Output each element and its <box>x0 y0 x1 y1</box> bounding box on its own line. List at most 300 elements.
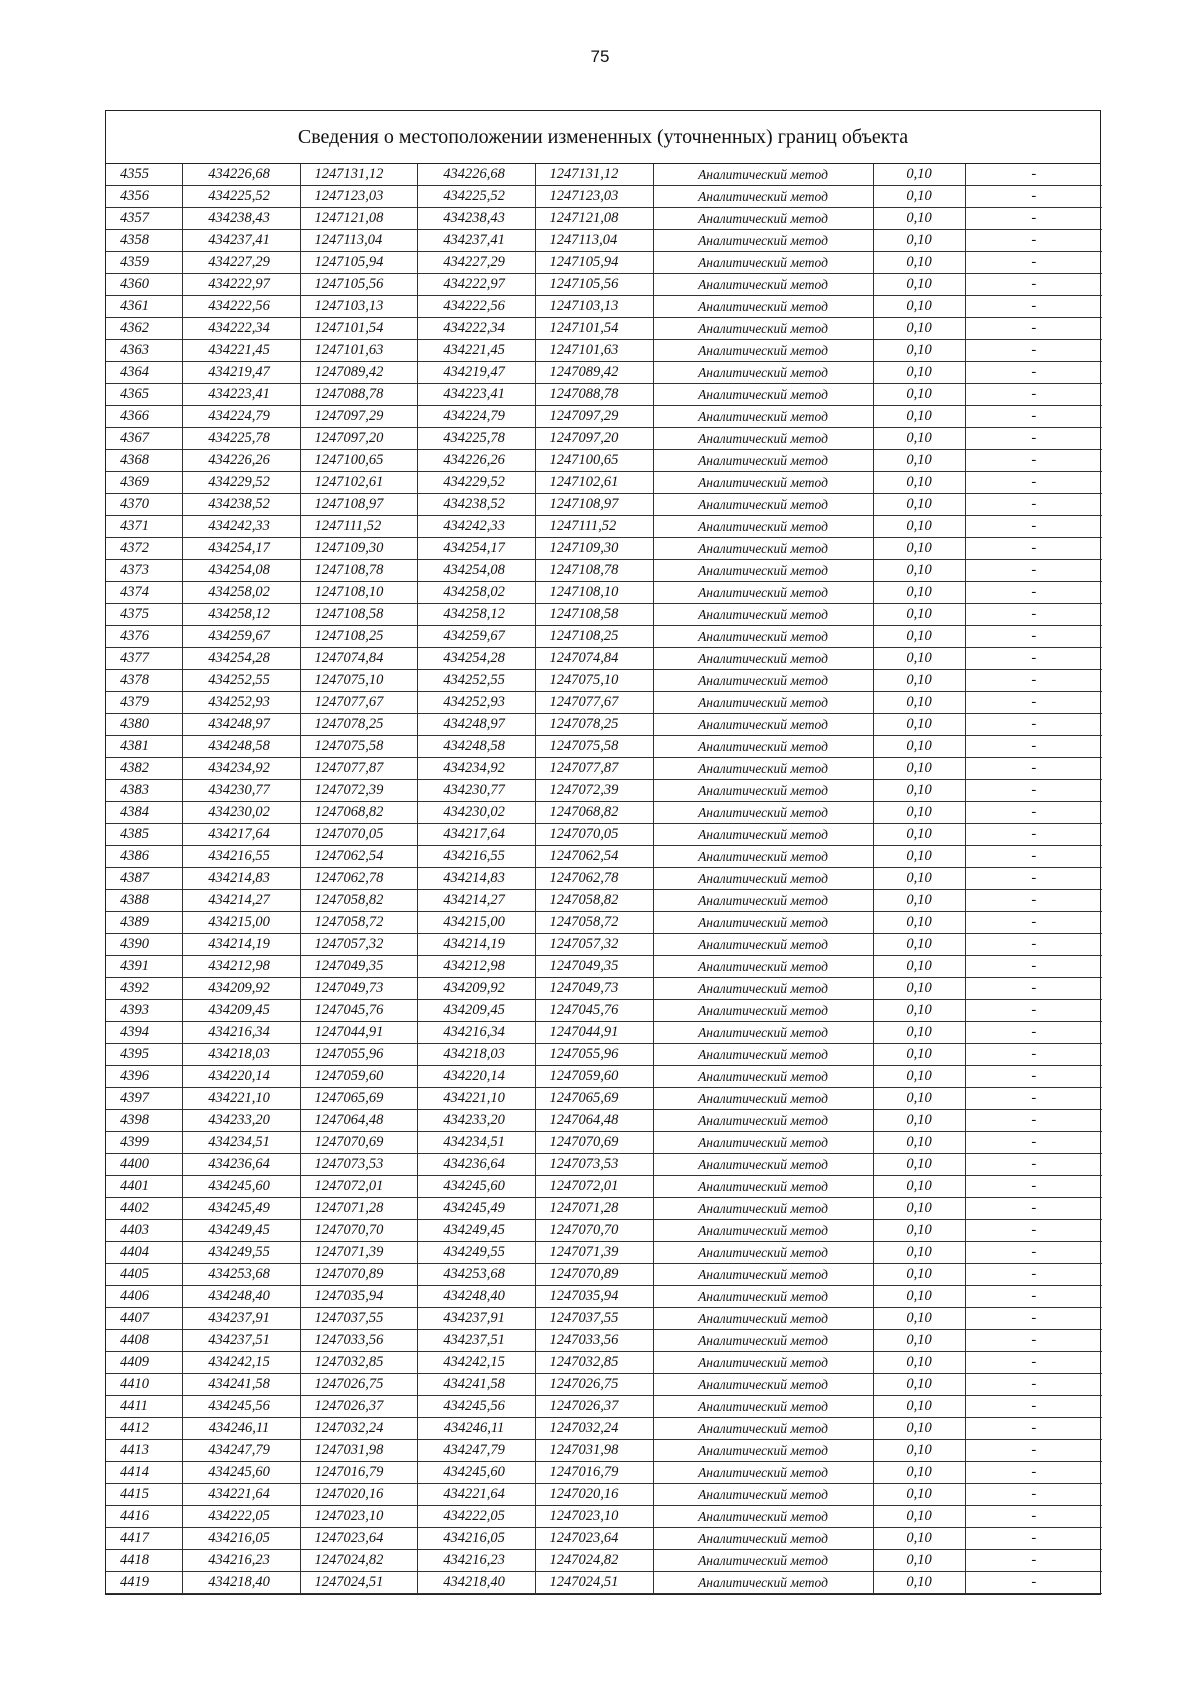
description-cell: - <box>965 340 1102 362</box>
method-cell: Аналитический метод <box>653 1550 873 1572</box>
x-existing-cell: 434248,40 <box>182 1286 300 1308</box>
precision-cell: 0,10 <box>873 1308 965 1330</box>
description-cell: - <box>965 1484 1102 1506</box>
method-cell: Аналитический метод <box>653 362 873 384</box>
y-existing-cell: 1247097,20 <box>300 428 417 450</box>
y-existing-cell: 1247108,58 <box>300 604 417 626</box>
table-row <box>106 1308 1102 1330</box>
precision-cell: 0,10 <box>873 1462 965 1484</box>
x-new-cell: 434233,20 <box>417 1110 535 1132</box>
y-new-cell: 1247075,58 <box>535 736 653 758</box>
point-number-cell: 4401 <box>106 1176 182 1198</box>
x-existing-cell: 434219,47 <box>182 362 300 384</box>
method-cell: Аналитический метод <box>653 890 873 912</box>
description-cell: - <box>965 1264 1102 1286</box>
y-existing-cell: 1247113,04 <box>300 230 417 252</box>
method-cell: Аналитический метод <box>653 450 873 472</box>
table-row <box>106 1330 1102 1352</box>
method-cell: Аналитический метод <box>653 1264 873 1286</box>
x-existing-cell: 434222,56 <box>182 296 300 318</box>
precision-cell: 0,10 <box>873 1440 965 1462</box>
point-number-cell: 4416 <box>106 1506 182 1528</box>
table-row <box>106 890 1102 912</box>
table-row <box>106 494 1102 516</box>
y-new-cell: 1247075,10 <box>535 670 653 692</box>
point-number-cell: 4369 <box>106 472 182 494</box>
y-new-cell: 1247121,08 <box>535 208 653 230</box>
description-cell: - <box>965 1066 1102 1088</box>
table-row <box>106 1572 1102 1594</box>
table-row <box>106 648 1102 670</box>
y-existing-cell: 1247023,64 <box>300 1528 417 1550</box>
y-new-cell: 1247062,54 <box>535 846 653 868</box>
x-new-cell: 434249,55 <box>417 1242 535 1264</box>
precision-cell: 0,10 <box>873 1572 965 1594</box>
y-existing-cell: 1247074,84 <box>300 648 417 670</box>
table-row <box>106 252 1102 274</box>
y-existing-cell: 1247075,58 <box>300 736 417 758</box>
method-cell: Аналитический метод <box>653 472 873 494</box>
method-cell: Аналитический метод <box>653 648 873 670</box>
description-cell: - <box>965 406 1102 428</box>
method-cell: Аналитический метод <box>653 494 873 516</box>
x-new-cell: 434229,52 <box>417 472 535 494</box>
precision-cell: 0,10 <box>873 1286 965 1308</box>
description-cell: - <box>965 450 1102 472</box>
description-cell: - <box>965 1572 1102 1594</box>
point-number-cell: 4414 <box>106 1462 182 1484</box>
y-new-cell: 1247108,25 <box>535 626 653 648</box>
x-new-cell: 434254,28 <box>417 648 535 670</box>
method-cell: Аналитический метод <box>653 1022 873 1044</box>
method-cell: Аналитический метод <box>653 978 873 1000</box>
x-existing-cell: 434245,56 <box>182 1396 300 1418</box>
method-cell: Аналитический метод <box>653 1572 873 1594</box>
description-cell: - <box>965 648 1102 670</box>
precision-cell: 0,10 <box>873 648 965 670</box>
point-number-cell: 4367 <box>106 428 182 450</box>
x-new-cell: 434219,47 <box>417 362 535 384</box>
description-cell: - <box>965 1176 1102 1198</box>
y-new-cell: 1247101,63 <box>535 340 653 362</box>
description-cell: - <box>965 1528 1102 1550</box>
y-new-cell: 1247035,94 <box>535 1286 653 1308</box>
y-existing-cell: 1247068,82 <box>300 802 417 824</box>
method-cell: Аналитический метод <box>653 1440 873 1462</box>
y-existing-cell: 1247058,82 <box>300 890 417 912</box>
table-row <box>106 736 1102 758</box>
point-number-cell: 4395 <box>106 1044 182 1066</box>
table-row <box>106 406 1102 428</box>
method-cell: Аналитический метод <box>653 736 873 758</box>
table-row <box>106 780 1102 802</box>
precision-cell: 0,10 <box>873 208 965 230</box>
x-new-cell: 434218,03 <box>417 1044 535 1066</box>
y-new-cell: 1247057,32 <box>535 934 653 956</box>
table-row <box>106 1176 1102 1198</box>
x-existing-cell: 434220,14 <box>182 1066 300 1088</box>
description-cell: - <box>965 384 1102 406</box>
x-new-cell: 434221,64 <box>417 1484 535 1506</box>
method-cell: Аналитический метод <box>653 538 873 560</box>
description-cell: - <box>965 538 1102 560</box>
x-new-cell: 434230,02 <box>417 802 535 824</box>
x-new-cell: 434245,60 <box>417 1176 535 1198</box>
y-existing-cell: 1247105,56 <box>300 274 417 296</box>
y-existing-cell: 1247109,30 <box>300 538 417 560</box>
x-new-cell: 434221,45 <box>417 340 535 362</box>
table-title: Сведения о местоположении измененных (уточненных) границ объекта <box>106 111 1100 164</box>
method-cell: Аналитический метод <box>653 1000 873 1022</box>
precision-cell: 0,10 <box>873 406 965 428</box>
description-cell: - <box>965 736 1102 758</box>
point-number-cell: 4404 <box>106 1242 182 1264</box>
description-cell: - <box>965 846 1102 868</box>
x-new-cell: 434237,91 <box>417 1308 535 1330</box>
y-existing-cell: 1247049,73 <box>300 978 417 1000</box>
method-cell: Аналитический метод <box>653 296 873 318</box>
method-cell: Аналитический метод <box>653 1242 873 1264</box>
y-new-cell: 1247102,61 <box>535 472 653 494</box>
x-new-cell: 434216,34 <box>417 1022 535 1044</box>
table-row <box>106 318 1102 340</box>
table-row <box>106 934 1102 956</box>
x-existing-cell: 434218,40 <box>182 1572 300 1594</box>
x-existing-cell: 434245,60 <box>182 1462 300 1484</box>
point-number-cell: 4399 <box>106 1132 182 1154</box>
description-cell: - <box>965 1352 1102 1374</box>
point-number-cell: 4400 <box>106 1154 182 1176</box>
precision-cell: 0,10 <box>873 516 965 538</box>
description-cell: - <box>965 714 1102 736</box>
point-number-cell: 4355 <box>106 164 182 186</box>
method-cell: Аналитический метод <box>653 846 873 868</box>
table-row <box>106 164 1102 186</box>
x-new-cell: 434245,56 <box>417 1396 535 1418</box>
table-row <box>106 1440 1102 1462</box>
precision-cell: 0,10 <box>873 1506 965 1528</box>
point-number-cell: 4365 <box>106 384 182 406</box>
y-existing-cell: 1247097,29 <box>300 406 417 428</box>
y-existing-cell: 1247026,75 <box>300 1374 417 1396</box>
point-number-cell: 4374 <box>106 582 182 604</box>
point-number-cell: 4415 <box>106 1484 182 1506</box>
y-new-cell: 1247045,76 <box>535 1000 653 1022</box>
y-existing-cell: 1247101,54 <box>300 318 417 340</box>
y-existing-cell: 1247072,01 <box>300 1176 417 1198</box>
precision-cell: 0,10 <box>873 1330 965 1352</box>
point-number-cell: 4407 <box>106 1308 182 1330</box>
x-new-cell: 434221,10 <box>417 1088 535 1110</box>
table-row <box>106 1264 1102 1286</box>
method-cell: Аналитический метод <box>653 406 873 428</box>
precision-cell: 0,10 <box>873 1110 965 1132</box>
x-existing-cell: 434221,45 <box>182 340 300 362</box>
table-row <box>106 1374 1102 1396</box>
table-row <box>106 1110 1102 1132</box>
description-cell: - <box>965 318 1102 340</box>
x-existing-cell: 434209,92 <box>182 978 300 1000</box>
x-new-cell: 434234,51 <box>417 1132 535 1154</box>
y-new-cell: 1247055,96 <box>535 1044 653 1066</box>
y-existing-cell: 1247032,85 <box>300 1352 417 1374</box>
y-new-cell: 1247058,72 <box>535 912 653 934</box>
method-cell: Аналитический метод <box>653 824 873 846</box>
point-number-cell: 4356 <box>106 186 182 208</box>
y-new-cell: 1247100,65 <box>535 450 653 472</box>
y-existing-cell: 1247078,25 <box>300 714 417 736</box>
point-number-cell: 4377 <box>106 648 182 670</box>
table-row <box>106 1506 1102 1528</box>
description-cell: - <box>965 604 1102 626</box>
description-cell: - <box>965 1198 1102 1220</box>
description-cell: - <box>965 934 1102 956</box>
x-existing-cell: 434212,98 <box>182 956 300 978</box>
method-cell: Аналитический метод <box>653 274 873 296</box>
x-new-cell: 434258,02 <box>417 582 535 604</box>
point-number-cell: 4382 <box>106 758 182 780</box>
table-row <box>106 1352 1102 1374</box>
precision-cell: 0,10 <box>873 164 965 186</box>
x-new-cell: 434230,77 <box>417 780 535 802</box>
x-new-cell: 434242,15 <box>417 1352 535 1374</box>
description-cell: - <box>965 780 1102 802</box>
precision-cell: 0,10 <box>873 1396 965 1418</box>
x-existing-cell: 434209,45 <box>182 1000 300 1022</box>
description-cell: - <box>965 758 1102 780</box>
precision-cell: 0,10 <box>873 450 965 472</box>
point-number-cell: 4368 <box>106 450 182 472</box>
x-existing-cell: 434217,64 <box>182 824 300 846</box>
method-cell: Аналитический метод <box>653 384 873 406</box>
y-existing-cell: 1247045,76 <box>300 1000 417 1022</box>
precision-cell: 0,10 <box>873 186 965 208</box>
x-new-cell: 434212,98 <box>417 956 535 978</box>
method-cell: Аналитический метод <box>653 1154 873 1176</box>
method-cell: Аналитический метод <box>653 516 873 538</box>
table-row <box>106 758 1102 780</box>
method-cell: Аналитический метод <box>653 252 873 274</box>
x-existing-cell: 434258,12 <box>182 604 300 626</box>
table-row <box>106 362 1102 384</box>
y-new-cell: 1247131,12 <box>535 164 653 186</box>
method-cell: Аналитический метод <box>653 1066 873 1088</box>
method-cell: Аналитический метод <box>653 1528 873 1550</box>
x-existing-cell: 434216,23 <box>182 1550 300 1572</box>
y-new-cell: 1247070,70 <box>535 1220 653 1242</box>
point-number-cell: 4391 <box>106 956 182 978</box>
precision-cell: 0,10 <box>873 494 965 516</box>
y-new-cell: 1247024,51 <box>535 1572 653 1594</box>
point-number-cell: 4384 <box>106 802 182 824</box>
x-existing-cell: 434238,52 <box>182 494 300 516</box>
table-row <box>106 1198 1102 1220</box>
method-cell: Аналитический метод <box>653 208 873 230</box>
y-existing-cell: 1247070,89 <box>300 1264 417 1286</box>
table-row <box>106 1484 1102 1506</box>
description-cell: - <box>965 1286 1102 1308</box>
description-cell: - <box>965 296 1102 318</box>
precision-cell: 0,10 <box>873 538 965 560</box>
x-existing-cell: 434227,29 <box>182 252 300 274</box>
y-existing-cell: 1247044,91 <box>300 1022 417 1044</box>
x-new-cell: 434216,05 <box>417 1528 535 1550</box>
x-existing-cell: 434248,58 <box>182 736 300 758</box>
precision-cell: 0,10 <box>873 1418 965 1440</box>
point-number-cell: 4366 <box>106 406 182 428</box>
x-existing-cell: 434230,77 <box>182 780 300 802</box>
x-existing-cell: 434230,02 <box>182 802 300 824</box>
x-new-cell: 434226,26 <box>417 450 535 472</box>
y-existing-cell: 1247059,60 <box>300 1066 417 1088</box>
precision-cell: 0,10 <box>873 1242 965 1264</box>
point-number-cell: 4378 <box>106 670 182 692</box>
x-new-cell: 434237,41 <box>417 230 535 252</box>
precision-cell: 0,10 <box>873 560 965 582</box>
method-cell: Аналитический метод <box>653 1220 873 1242</box>
y-existing-cell: 1247024,51 <box>300 1572 417 1594</box>
x-existing-cell: 434247,79 <box>182 1440 300 1462</box>
method-cell: Аналитический метод <box>653 780 873 802</box>
description-cell: - <box>965 208 1102 230</box>
y-existing-cell: 1247075,10 <box>300 670 417 692</box>
description-cell: - <box>965 472 1102 494</box>
y-new-cell: 1247070,05 <box>535 824 653 846</box>
precision-cell: 0,10 <box>873 582 965 604</box>
table-row <box>106 912 1102 934</box>
x-new-cell: 434238,52 <box>417 494 535 516</box>
x-new-cell: 434223,41 <box>417 384 535 406</box>
x-existing-cell: 434214,19 <box>182 934 300 956</box>
description-cell: - <box>965 428 1102 450</box>
description-cell: - <box>965 1462 1102 1484</box>
y-new-cell: 1247078,25 <box>535 714 653 736</box>
point-number-cell: 4357 <box>106 208 182 230</box>
table-row <box>106 868 1102 890</box>
x-existing-cell: 434252,93 <box>182 692 300 714</box>
table-row <box>106 472 1102 494</box>
y-new-cell: 1247077,87 <box>535 758 653 780</box>
description-cell: - <box>965 1396 1102 1418</box>
description-cell: - <box>965 1220 1102 1242</box>
x-new-cell: 434252,93 <box>417 692 535 714</box>
x-existing-cell: 434225,52 <box>182 186 300 208</box>
method-cell: Аналитический метод <box>653 1462 873 1484</box>
point-number-cell: 4358 <box>106 230 182 252</box>
method-cell: Аналитический метод <box>653 230 873 252</box>
y-existing-cell: 1247070,69 <box>300 1132 417 1154</box>
y-existing-cell: 1247108,97 <box>300 494 417 516</box>
precision-cell: 0,10 <box>873 758 965 780</box>
description-cell: - <box>965 868 1102 890</box>
x-existing-cell: 434254,17 <box>182 538 300 560</box>
point-number-cell: 4394 <box>106 1022 182 1044</box>
point-number-cell: 4371 <box>106 516 182 538</box>
x-existing-cell: 434242,33 <box>182 516 300 538</box>
precision-cell: 0,10 <box>873 890 965 912</box>
x-existing-cell: 434241,58 <box>182 1374 300 1396</box>
y-new-cell: 1247062,78 <box>535 868 653 890</box>
y-new-cell: 1247105,56 <box>535 274 653 296</box>
y-existing-cell: 1247077,67 <box>300 692 417 714</box>
y-new-cell: 1247059,60 <box>535 1066 653 1088</box>
method-cell: Аналитический метод <box>653 186 873 208</box>
y-new-cell: 1247049,35 <box>535 956 653 978</box>
y-existing-cell: 1247031,98 <box>300 1440 417 1462</box>
x-existing-cell: 434224,79 <box>182 406 300 428</box>
description-cell: - <box>965 164 1102 186</box>
y-new-cell: 1247064,48 <box>535 1110 653 1132</box>
y-existing-cell: 1247073,53 <box>300 1154 417 1176</box>
x-new-cell: 434222,05 <box>417 1506 535 1528</box>
point-number-cell: 4408 <box>106 1330 182 1352</box>
x-existing-cell: 434258,02 <box>182 582 300 604</box>
precision-cell: 0,10 <box>873 912 965 934</box>
method-cell: Аналитический метод <box>653 318 873 340</box>
y-existing-cell: 1247055,96 <box>300 1044 417 1066</box>
y-new-cell: 1247088,78 <box>535 384 653 406</box>
y-new-cell: 1247016,79 <box>535 1462 653 1484</box>
table-row <box>106 340 1102 362</box>
table-row <box>106 1396 1102 1418</box>
y-new-cell: 1247031,98 <box>535 1440 653 1462</box>
x-existing-cell: 434221,10 <box>182 1088 300 1110</box>
description-cell: - <box>965 912 1102 934</box>
point-number-cell: 4411 <box>106 1396 182 1418</box>
table-row <box>106 230 1102 252</box>
description-cell: - <box>965 362 1102 384</box>
precision-cell: 0,10 <box>873 318 965 340</box>
point-number-cell: 4417 <box>106 1528 182 1550</box>
description-cell: - <box>965 1418 1102 1440</box>
x-new-cell: 434246,11 <box>417 1418 535 1440</box>
y-existing-cell: 1247123,03 <box>300 186 417 208</box>
description-cell: - <box>965 494 1102 516</box>
y-new-cell: 1247065,69 <box>535 1088 653 1110</box>
method-cell: Аналитический метод <box>653 1330 873 1352</box>
method-cell: Аналитический метод <box>653 1352 873 1374</box>
y-existing-cell: 1247108,78 <box>300 560 417 582</box>
y-new-cell: 1247032,24 <box>535 1418 653 1440</box>
y-existing-cell: 1247057,32 <box>300 934 417 956</box>
point-number-cell: 4398 <box>106 1110 182 1132</box>
x-new-cell: 434236,64 <box>417 1154 535 1176</box>
point-number-cell: 4418 <box>106 1550 182 1572</box>
method-cell: Аналитический метод <box>653 758 873 780</box>
y-new-cell: 1247113,04 <box>535 230 653 252</box>
x-existing-cell: 434222,05 <box>182 1506 300 1528</box>
method-cell: Аналитический метод <box>653 1044 873 1066</box>
table-row <box>106 824 1102 846</box>
table-row <box>106 670 1102 692</box>
x-new-cell: 434216,55 <box>417 846 535 868</box>
precision-cell: 0,10 <box>873 780 965 802</box>
x-existing-cell: 434214,27 <box>182 890 300 912</box>
coordinates-table <box>106 164 1102 1594</box>
precision-cell: 0,10 <box>873 362 965 384</box>
y-new-cell: 1247023,64 <box>535 1528 653 1550</box>
y-new-cell: 1247108,97 <box>535 494 653 516</box>
x-existing-cell: 434216,34 <box>182 1022 300 1044</box>
point-number-cell: 4397 <box>106 1088 182 1110</box>
point-number-cell: 4373 <box>106 560 182 582</box>
x-new-cell: 434248,97 <box>417 714 535 736</box>
x-existing-cell: 434214,83 <box>182 868 300 890</box>
point-number-cell: 4405 <box>106 1264 182 1286</box>
precision-cell: 0,10 <box>873 296 965 318</box>
description-cell: - <box>965 1044 1102 1066</box>
y-existing-cell: 1247070,05 <box>300 824 417 846</box>
